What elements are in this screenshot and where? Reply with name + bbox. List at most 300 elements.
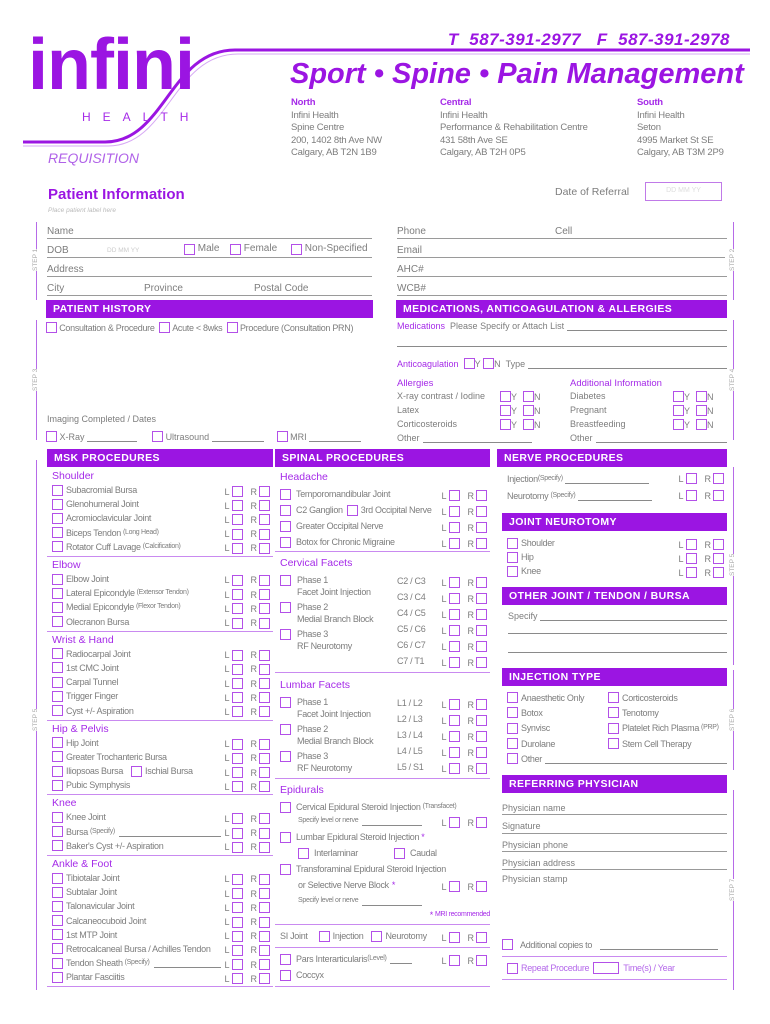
procedure-right-checkbox[interactable] <box>259 650 270 661</box>
procedure-prn-checkbox[interactable] <box>227 322 238 333</box>
allergy-1-no-checkbox[interactable] <box>523 405 534 416</box>
level-left-checkbox[interactable] <box>449 715 460 726</box>
additional-1-yes-checkbox[interactable] <box>673 405 684 416</box>
cervical-esi-checkbox[interactable] <box>280 802 291 813</box>
level-left-checkbox[interactable] <box>449 641 460 652</box>
right-label: R <box>467 747 474 758</box>
section-divider <box>47 855 273 856</box>
nerve-injection-right-checkbox[interactable] <box>713 473 724 484</box>
level-left-checkbox[interactable] <box>449 577 460 588</box>
procedure-left-checkbox[interactable] <box>232 706 243 717</box>
anticoag-yes-checkbox[interactable] <box>464 358 475 369</box>
left-label: L <box>441 817 447 828</box>
procedure-checkbox[interactable] <box>52 691 63 702</box>
procedure-label: Cyst +/- Aspiration <box>66 705 134 716</box>
headache-left-checkbox[interactable] <box>449 506 460 517</box>
procedure-right-checkbox[interactable] <box>259 664 270 675</box>
xray-checkbox[interactable] <box>46 431 57 442</box>
procedure-laterality <box>224 780 270 794</box>
procedure-checkbox[interactable] <box>52 513 63 524</box>
additional-2-yes-checkbox[interactable] <box>673 419 684 430</box>
allergy-other-input[interactable] <box>423 433 532 443</box>
level-label: L2 / L3 <box>397 714 423 725</box>
section-divider <box>275 778 490 779</box>
additional-0-yes-checkbox[interactable] <box>673 391 684 402</box>
facet-level <box>397 590 490 604</box>
injection-type-checkbox[interactable] <box>507 692 518 703</box>
procedure-label: Carpal Tunnel <box>66 677 119 688</box>
procedure-checkbox[interactable] <box>52 662 63 673</box>
level-right-checkbox[interactable] <box>476 699 487 710</box>
procedure-checkbox[interactable] <box>52 958 63 969</box>
procedure-left-checkbox[interactable] <box>232 514 243 525</box>
medications-input-line-2[interactable] <box>397 346 727 347</box>
procedure-label: Ischial Bursa <box>145 766 193 777</box>
injection-type-checkbox[interactable] <box>608 723 619 734</box>
physician-field[interactable]: Physician name <box>502 797 727 815</box>
additional-1-no-checkbox[interactable] <box>696 405 707 416</box>
procedure-left-checkbox[interactable] <box>232 589 243 600</box>
right-label: R <box>467 715 474 726</box>
level-left-checkbox[interactable] <box>449 625 460 636</box>
spinal-procedures-header: SPINAL PROCEDURES <box>275 449 490 467</box>
neurotomy-specify-input[interactable] <box>578 491 652 501</box>
procedure-right-checkbox[interactable] <box>259 828 270 839</box>
additional-0-no-checkbox[interactable] <box>696 391 707 402</box>
physician-field[interactable]: Signature <box>502 815 727 833</box>
right-label: R <box>250 650 257 661</box>
procedure-left-checkbox[interactable] <box>232 842 243 853</box>
procedure-left-checkbox[interactable] <box>232 959 243 970</box>
left-label: L <box>224 529 230 540</box>
si-right-checkbox[interactable] <box>476 932 487 943</box>
procedure-checkbox[interactable] <box>52 527 63 538</box>
procedure-right-checkbox[interactable] <box>259 500 270 511</box>
phase-checkbox[interactable] <box>280 629 291 640</box>
si-injection-checkbox[interactable] <box>319 931 330 942</box>
procedure-left-checkbox[interactable] <box>232 575 243 586</box>
procedure-left-checkbox[interactable] <box>232 828 243 839</box>
left-label: L <box>224 575 230 586</box>
level-right-checkbox[interactable] <box>476 731 487 742</box>
level-right-checkbox[interactable] <box>476 609 487 620</box>
ultrasound-date-input[interactable] <box>212 432 264 442</box>
other-joint-specify-row <box>508 611 727 621</box>
level-right-checkbox[interactable] <box>476 593 487 604</box>
procedure-checkbox[interactable] <box>52 812 63 823</box>
injection-specify-input[interactable] <box>565 474 649 484</box>
injection-type-checkbox[interactable] <box>507 707 518 718</box>
dob-field[interactable] <box>47 239 372 258</box>
allergy-0-no-checkbox[interactable] <box>523 391 534 402</box>
location-line: Calgary, AB T2H 0P5 <box>440 147 526 158</box>
joint-right-checkbox[interactable] <box>713 539 724 550</box>
additional-copies-checkbox[interactable] <box>502 939 513 950</box>
level-left-checkbox[interactable] <box>449 731 460 742</box>
allergy-2-no-checkbox[interactable] <box>523 419 534 430</box>
left-label: L <box>224 917 230 927</box>
procedure-note: (Long Head) <box>122 528 159 536</box>
procedure-checkbox[interactable] <box>52 901 63 912</box>
allergy-0-yes-checkbox[interactable] <box>500 391 511 402</box>
level-label: C7 / T1 <box>397 656 425 667</box>
consultation-procedure-checkbox[interactable] <box>46 322 57 333</box>
joint-left-checkbox[interactable] <box>686 567 697 578</box>
right-label: R <box>250 931 257 942</box>
procedure-checkbox[interactable] <box>52 915 63 926</box>
spinal-group-heading: Headache <box>280 471 328 483</box>
times-label: Time(s) / Year <box>623 963 675 974</box>
procedure-checkbox[interactable] <box>52 541 63 552</box>
procedure-checkbox[interactable] <box>52 499 63 510</box>
si-left-checkbox[interactable] <box>449 932 460 943</box>
headache-checkbox[interactable] <box>280 489 291 500</box>
procedure-checkbox[interactable] <box>52 780 63 791</box>
procedure-left-checkbox[interactable] <box>232 500 243 511</box>
procedure-label: Cervical Epidural Steroid Injection <box>296 802 421 813</box>
other-checkbox[interactable] <box>507 753 518 764</box>
pars-level-input[interactable] <box>390 954 412 964</box>
procedure-checkbox[interactable] <box>52 766 63 777</box>
injection-type-label: Anaesthetic Only <box>521 692 585 703</box>
level-right-checkbox[interactable] <box>476 657 487 668</box>
procedure-left-checkbox[interactable] <box>232 739 243 750</box>
procedure-checkbox[interactable] <box>52 588 63 599</box>
procedure-checkbox[interactable] <box>52 616 63 627</box>
procedure-left-checkbox[interactable] <box>232 692 243 703</box>
procedure-right-checkbox[interactable] <box>259 486 270 497</box>
procedure-note: (Extensor Tendon) <box>136 589 189 597</box>
procedure-left-checkbox[interactable] <box>232 603 243 614</box>
interlaminar-checkbox[interactable] <box>298 848 309 859</box>
level-right-checkbox[interactable] <box>476 715 487 726</box>
other-label: Other <box>521 753 543 764</box>
headache-checkbox[interactable] <box>280 505 291 516</box>
procedure-label: Radiocarpal Joint <box>66 648 131 659</box>
xray-label: X-Ray <box>59 431 85 442</box>
si-neurotomy-checkbox[interactable] <box>371 931 382 942</box>
name-field[interactable] <box>47 220 372 239</box>
phase-desc: Medial Branch Block <box>297 736 374 746</box>
procedure-right-checkbox[interactable] <box>259 692 270 703</box>
transforaminal-checkbox[interactable] <box>280 864 291 875</box>
phase-checkbox[interactable] <box>280 602 291 613</box>
non-specified-checkbox[interactable] <box>291 244 302 255</box>
procedure-right-checkbox[interactable] <box>259 945 270 956</box>
procedure-left-checkbox[interactable] <box>232 650 243 661</box>
procedure-left-checkbox[interactable] <box>232 902 243 913</box>
pars-right-checkbox[interactable] <box>476 955 487 966</box>
joint-left-checkbox[interactable] <box>686 553 697 564</box>
lumbar-esi-checkbox[interactable] <box>280 832 291 843</box>
procedure-left-checkbox[interactable] <box>232 917 243 928</box>
option-label: Caudal <box>410 848 437 859</box>
anticoag-no-checkbox[interactable] <box>483 358 494 369</box>
joint-checkbox[interactable] <box>507 566 518 577</box>
procedure-right-checkbox[interactable] <box>259 973 270 984</box>
msk-item <box>47 586 273 600</box>
procedure-right-checkbox[interactable] <box>259 781 270 792</box>
headache-right-checkbox[interactable] <box>476 506 487 517</box>
procedure-right-checkbox[interactable] <box>259 543 270 554</box>
procedure-left-checkbox[interactable] <box>232 767 243 778</box>
level-left-checkbox[interactable] <box>449 747 460 758</box>
procedure-left-checkbox[interactable] <box>232 945 243 956</box>
injection-type-checkbox[interactable] <box>608 738 619 749</box>
city-province-postal-field[interactable] <box>47 277 372 296</box>
coccyx-checkbox[interactable] <box>280 970 291 981</box>
additional-other-input[interactable] <box>596 433 727 443</box>
procedure-label: Temporomandibular Joint <box>296 489 391 500</box>
level-left-checkbox[interactable] <box>449 763 460 774</box>
phase-name: Phase 1 <box>297 575 328 585</box>
procedure-right-checkbox[interactable] <box>259 888 270 899</box>
facet-phase <box>275 723 373 747</box>
spinal-group-heading: Cervical Facets <box>280 557 353 569</box>
level-right-checkbox[interactable] <box>476 763 487 774</box>
medications-input[interactable] <box>567 321 727 331</box>
step-7-marker <box>729 790 736 990</box>
phone-label: Phone <box>397 226 426 237</box>
procedure-left-checkbox[interactable] <box>232 781 243 792</box>
headache-right-checkbox[interactable] <box>476 522 487 533</box>
third-occipital-checkbox[interactable] <box>347 505 358 516</box>
right-label: R <box>250 739 257 750</box>
allergy-2-yes-checkbox[interactable] <box>500 419 511 430</box>
procedure-checkbox[interactable] <box>52 737 63 748</box>
physician-field[interactable]: Physician address <box>502 852 727 870</box>
procedure-checkbox[interactable] <box>52 943 63 954</box>
address-field[interactable] <box>47 258 372 277</box>
repeat-label: Repeat Procedure <box>521 963 590 974</box>
wcb-field[interactable] <box>397 277 727 296</box>
level-left-checkbox[interactable] <box>449 657 460 668</box>
procedure-right-checkbox[interactable] <box>259 959 270 970</box>
phone-field[interactable] <box>397 220 727 239</box>
procedure-right-checkbox[interactable] <box>259 603 270 614</box>
specify-input[interactable] <box>362 816 422 826</box>
nerve-neurotomy-left-checkbox[interactable] <box>686 490 697 501</box>
injection-type-checkbox[interactable] <box>608 692 619 703</box>
procedure-label: Pubic Symphysis <box>66 780 131 791</box>
procedure-left-checkbox[interactable] <box>232 543 243 554</box>
injection-type-checkbox[interactable] <box>507 738 518 749</box>
procedure-left-checkbox[interactable] <box>232 753 243 764</box>
location-name: South <box>637 97 663 108</box>
headache-left-checkbox[interactable] <box>449 538 460 549</box>
additional-2-no-checkbox[interactable] <box>696 419 707 430</box>
transforaminal-right-checkbox[interactable] <box>476 881 487 892</box>
procedure-left-checkbox[interactable] <box>232 813 243 824</box>
other-input[interactable] <box>545 754 727 764</box>
referring-physician-fields <box>502 797 727 983</box>
procedure-left-checkbox[interactable] <box>232 664 243 675</box>
headache-checkbox[interactable] <box>280 521 291 532</box>
procedure-right-checkbox[interactable] <box>259 917 270 928</box>
procedure-checkbox[interactable] <box>52 677 63 688</box>
procedure-right-checkbox[interactable] <box>259 706 270 717</box>
procedure-right-checkbox[interactable] <box>259 753 270 764</box>
procedure-label: Calcaneocuboid Joint <box>66 915 147 926</box>
procedure-right-checkbox[interactable] <box>259 529 270 540</box>
procedure-label: Glenohumeral Joint <box>66 499 139 510</box>
mri-checkbox[interactable] <box>277 431 288 442</box>
procedure-checkbox[interactable] <box>52 574 63 585</box>
level-right-checkbox[interactable] <box>476 747 487 758</box>
level-left-checkbox[interactable] <box>449 609 460 620</box>
procedure-right-checkbox[interactable] <box>259 739 270 750</box>
procedure-right-checkbox[interactable] <box>259 874 270 885</box>
allergy-label: Corticosteroids <box>397 419 458 429</box>
procedure-right-checkbox[interactable] <box>259 678 270 689</box>
physician-field[interactable]: Physician phone <box>502 834 727 852</box>
other-joint-specify-input[interactable] <box>540 611 727 621</box>
left-label: L <box>678 553 684 564</box>
repeat-procedure-checkbox[interactable] <box>507 963 518 974</box>
joint-left-checkbox[interactable] <box>686 539 697 550</box>
injection-type-checkbox[interactable] <box>608 707 619 718</box>
ultrasound-checkbox[interactable] <box>152 431 163 442</box>
asterisk: * <box>391 880 396 891</box>
procedure-right-checkbox[interactable] <box>259 931 270 942</box>
injection-type-checkbox[interactable] <box>507 723 518 734</box>
joint-checkbox[interactable] <box>507 552 518 563</box>
transforaminal-left-checkbox[interactable] <box>449 881 460 892</box>
female-checkbox[interactable] <box>230 244 241 255</box>
copies-input[interactable] <box>600 940 718 950</box>
procedure-checkbox[interactable] <box>52 972 63 983</box>
epidural-row <box>275 800 490 814</box>
procedure-left-checkbox[interactable] <box>232 529 243 540</box>
procedure-right-checkbox[interactable] <box>259 618 270 629</box>
times-per-year-input[interactable] <box>593 962 619 974</box>
headache-right-checkbox[interactable] <box>476 538 487 549</box>
procedure-left-checkbox[interactable] <box>232 618 243 629</box>
procedure-checkbox[interactable] <box>52 751 63 762</box>
allergy-1-yes-checkbox[interactable] <box>500 405 511 416</box>
level-laterality <box>441 640 487 654</box>
specify-input[interactable] <box>119 827 221 837</box>
headache-checkbox[interactable] <box>280 537 291 548</box>
left-label: L <box>224 678 230 689</box>
extra-procedure-checkbox[interactable] <box>131 766 142 777</box>
nerve-injection-laterality <box>678 472 724 486</box>
level-left-checkbox[interactable] <box>449 699 460 710</box>
procedure-right-checkbox[interactable] <box>259 575 270 586</box>
procedure-left-checkbox[interactable] <box>232 888 243 899</box>
phase-checkbox[interactable] <box>280 751 291 762</box>
level-right-checkbox[interactable] <box>476 625 487 636</box>
left-label: L <box>224 973 230 984</box>
nerve-injection-left-checkbox[interactable] <box>686 473 697 484</box>
cervical-esi-right-checkbox[interactable] <box>476 817 487 828</box>
phase-checkbox[interactable] <box>280 697 291 708</box>
facet-phase <box>275 601 373 625</box>
cervical-esi-left-checkbox[interactable] <box>449 817 460 828</box>
phase-checkbox[interactable] <box>280 575 291 586</box>
procedure-right-checkbox[interactable] <box>259 589 270 600</box>
procedure-checkbox[interactable] <box>52 705 63 716</box>
procedure-checkbox[interactable] <box>52 485 63 496</box>
si-label: SI Joint <box>280 931 308 942</box>
specify-input[interactable] <box>154 958 221 968</box>
other-joint-line-3[interactable] <box>508 652 727 653</box>
left-label: L <box>224 828 230 839</box>
procedure-checkbox[interactable] <box>52 840 63 851</box>
procedure-label: Subacromial Bursa <box>66 485 137 496</box>
name-label: Name <box>47 226 74 237</box>
procedure-left-checkbox[interactable] <box>232 874 243 885</box>
level-right-checkbox[interactable] <box>476 641 487 652</box>
headache-left-checkbox[interactable] <box>449 490 460 501</box>
procedure-right-checkbox[interactable] <box>259 842 270 853</box>
acute-checkbox[interactable] <box>159 322 170 333</box>
caudal-checkbox[interactable] <box>394 848 405 859</box>
other-joint-line-2[interactable] <box>508 633 727 634</box>
yes-label: Y <box>511 391 518 402</box>
joint-right-checkbox[interactable] <box>713 567 724 578</box>
procedure-checkbox[interactable] <box>52 826 63 837</box>
headache-left-checkbox[interactable] <box>449 522 460 533</box>
joint-laterality <box>678 566 724 580</box>
procedure-checkbox[interactable] <box>52 887 63 898</box>
email-field[interactable] <box>397 239 727 258</box>
male-checkbox[interactable] <box>184 244 195 255</box>
level-right-checkbox[interactable] <box>476 577 487 588</box>
procedure-checkbox[interactable] <box>52 929 63 940</box>
procedure-right-checkbox[interactable] <box>259 514 270 525</box>
level-laterality <box>441 730 487 744</box>
headache-right-checkbox[interactable] <box>476 490 487 501</box>
procedure-left-checkbox[interactable] <box>232 486 243 497</box>
mri-date-input[interactable] <box>309 432 361 442</box>
left-label: L <box>441 657 447 668</box>
procedure-right-checkbox[interactable] <box>259 813 270 824</box>
additional-other-row <box>570 433 727 443</box>
ahc-field[interactable] <box>397 258 727 277</box>
procedure-checkbox[interactable] <box>52 602 63 613</box>
joint-right-checkbox[interactable] <box>713 553 724 564</box>
procedure-label: Tibiotalar Joint <box>66 873 120 884</box>
level-left-checkbox[interactable] <box>449 593 460 604</box>
date-of-referral-input[interactable]: DD MM YY <box>645 182 722 201</box>
allergy-2-yes-no <box>500 419 541 430</box>
xray-date-input[interactable] <box>87 432 137 442</box>
procedure-checkbox[interactable] <box>52 873 63 884</box>
specify-input[interactable] <box>362 896 422 906</box>
epidural-row <box>275 908 490 922</box>
anticoag-type-input[interactable] <box>528 359 727 369</box>
procedure-left-checkbox[interactable] <box>232 678 243 689</box>
pars-checkbox[interactable] <box>280 954 291 965</box>
procedure-checkbox[interactable] <box>52 648 63 659</box>
procedure-left-checkbox[interactable] <box>232 973 243 984</box>
injection-type-header: INJECTION TYPE <box>502 668 727 686</box>
left-label: L <box>441 715 447 726</box>
joint-checkbox[interactable] <box>507 538 518 549</box>
pars-left-checkbox[interactable] <box>449 955 460 966</box>
procedure-right-checkbox[interactable] <box>259 902 270 913</box>
procedure-left-checkbox[interactable] <box>232 931 243 942</box>
procedure-right-checkbox[interactable] <box>259 767 270 778</box>
ultrasound-label: Ultrasound <box>165 431 210 442</box>
phase-checkbox[interactable] <box>280 724 291 735</box>
nerve-neurotomy-right-checkbox[interactable] <box>713 490 724 501</box>
phase-text <box>297 628 352 652</box>
nerve-neurotomy-row <box>497 487 727 504</box>
section-divider <box>275 924 490 925</box>
procedure-label: Hip Joint <box>66 737 99 748</box>
